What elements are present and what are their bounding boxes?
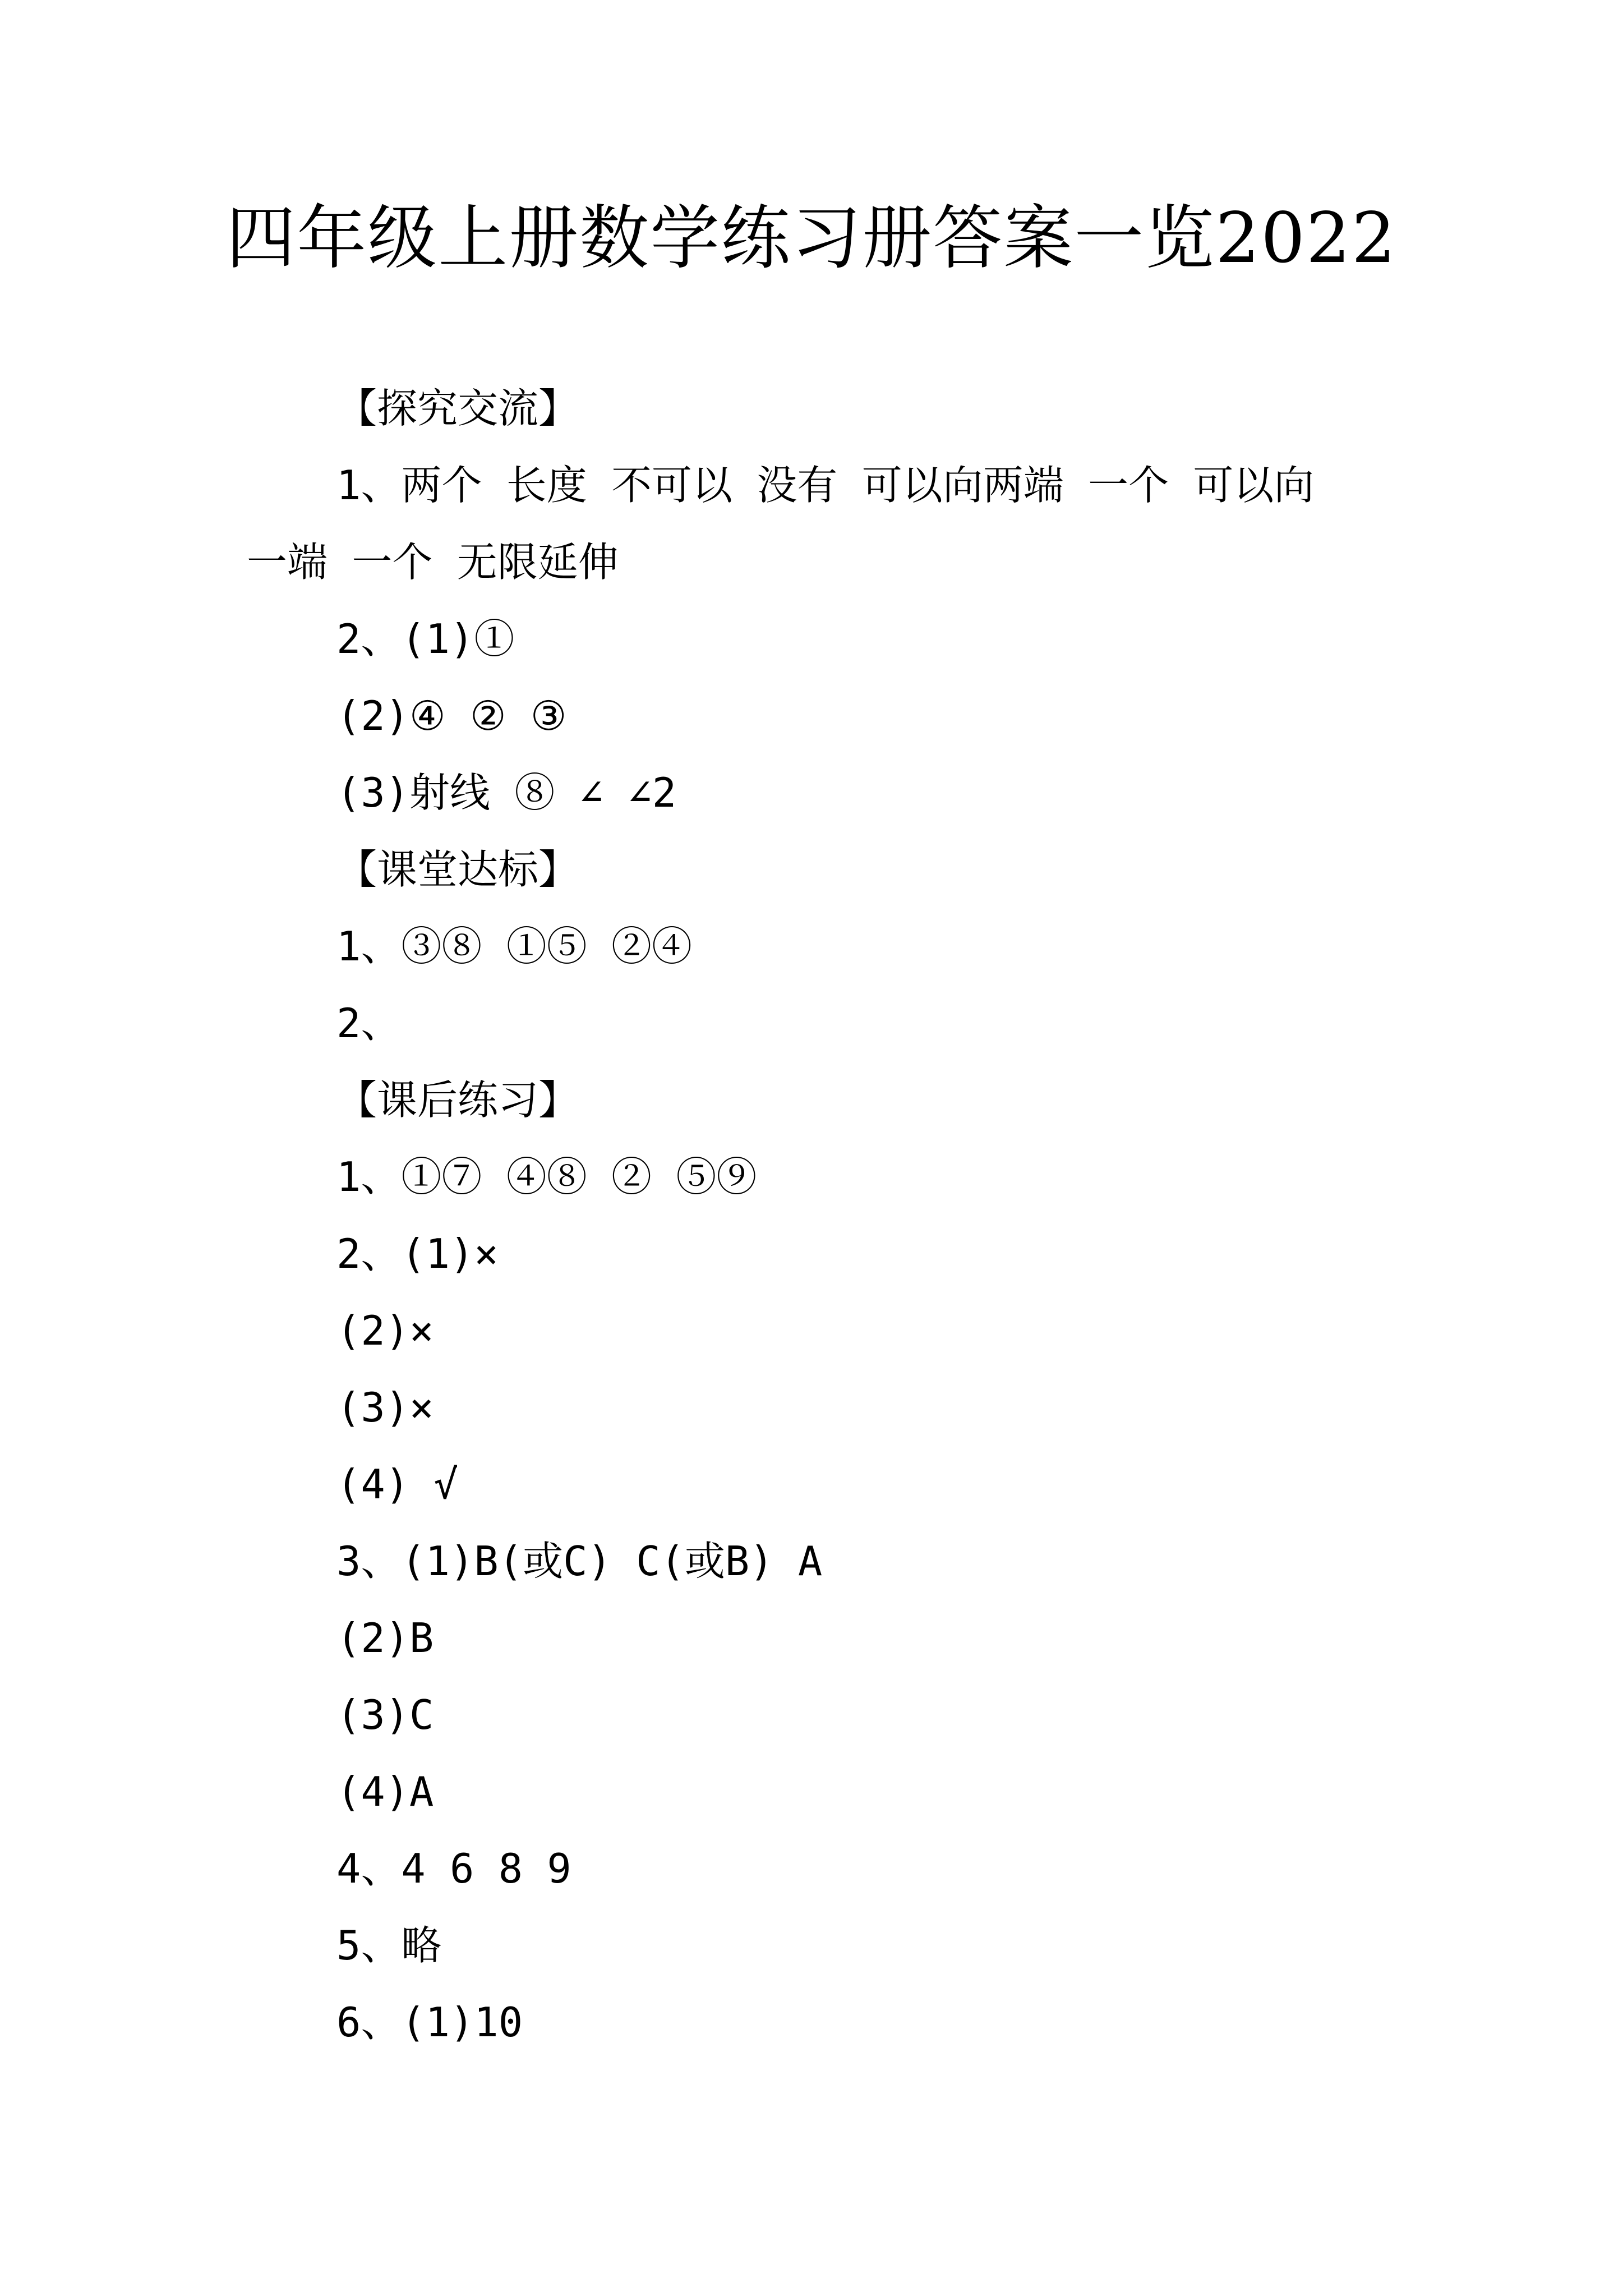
answer-line-continued: 一端 一个 无限延伸 <box>247 539 619 586</box>
answer-line: (3)× <box>336 1384 434 1431</box>
answer-line: 6、(1)10 <box>336 1999 523 2046</box>
answer-line: (3)射线 ⑧ ∠ ∠2 <box>336 769 677 816</box>
answer-line: 2、 <box>336 1000 402 1047</box>
answer-line: 1、两个 长度 不可以 没有 可以向两端 一个 可以向 <box>336 462 1315 509</box>
answer-line: (4)A <box>336 1768 434 1815</box>
document-body <box>247 370 1391 2061</box>
answer-line: 1、①⑦ ④⑧ ② ⑤⑨ <box>336 1153 757 1200</box>
answer-line: 2、(1)① <box>336 615 515 662</box>
section-heading-homework: 【课后练习】 <box>336 1076 579 1124</box>
answer-line: (4) √ <box>336 1461 458 1508</box>
answer-line: (2)B <box>336 1614 434 1662</box>
section-heading-explore: 【探究交流】 <box>336 385 579 432</box>
answer-line: 1、③⑧ ①⑤ ②④ <box>336 923 693 970</box>
document-title: 四年级上册数学练习册答案一览2022 <box>226 198 1397 279</box>
answer-line: 2、(1)× <box>336 1230 499 1277</box>
section-heading-classwork: 【课堂达标】 <box>336 846 579 893</box>
answer-line: (2)× <box>336 1307 434 1354</box>
answer-line: 4、4 6 8 9 <box>336 1845 571 1892</box>
answer-line: 3、(1)B(或C) C(或B) A <box>336 1538 823 1585</box>
answer-line: (2)④ ② ③ <box>336 692 567 739</box>
answer-line: (3)C <box>336 1691 434 1738</box>
answer-line: 5、略 <box>336 1922 442 1969</box>
